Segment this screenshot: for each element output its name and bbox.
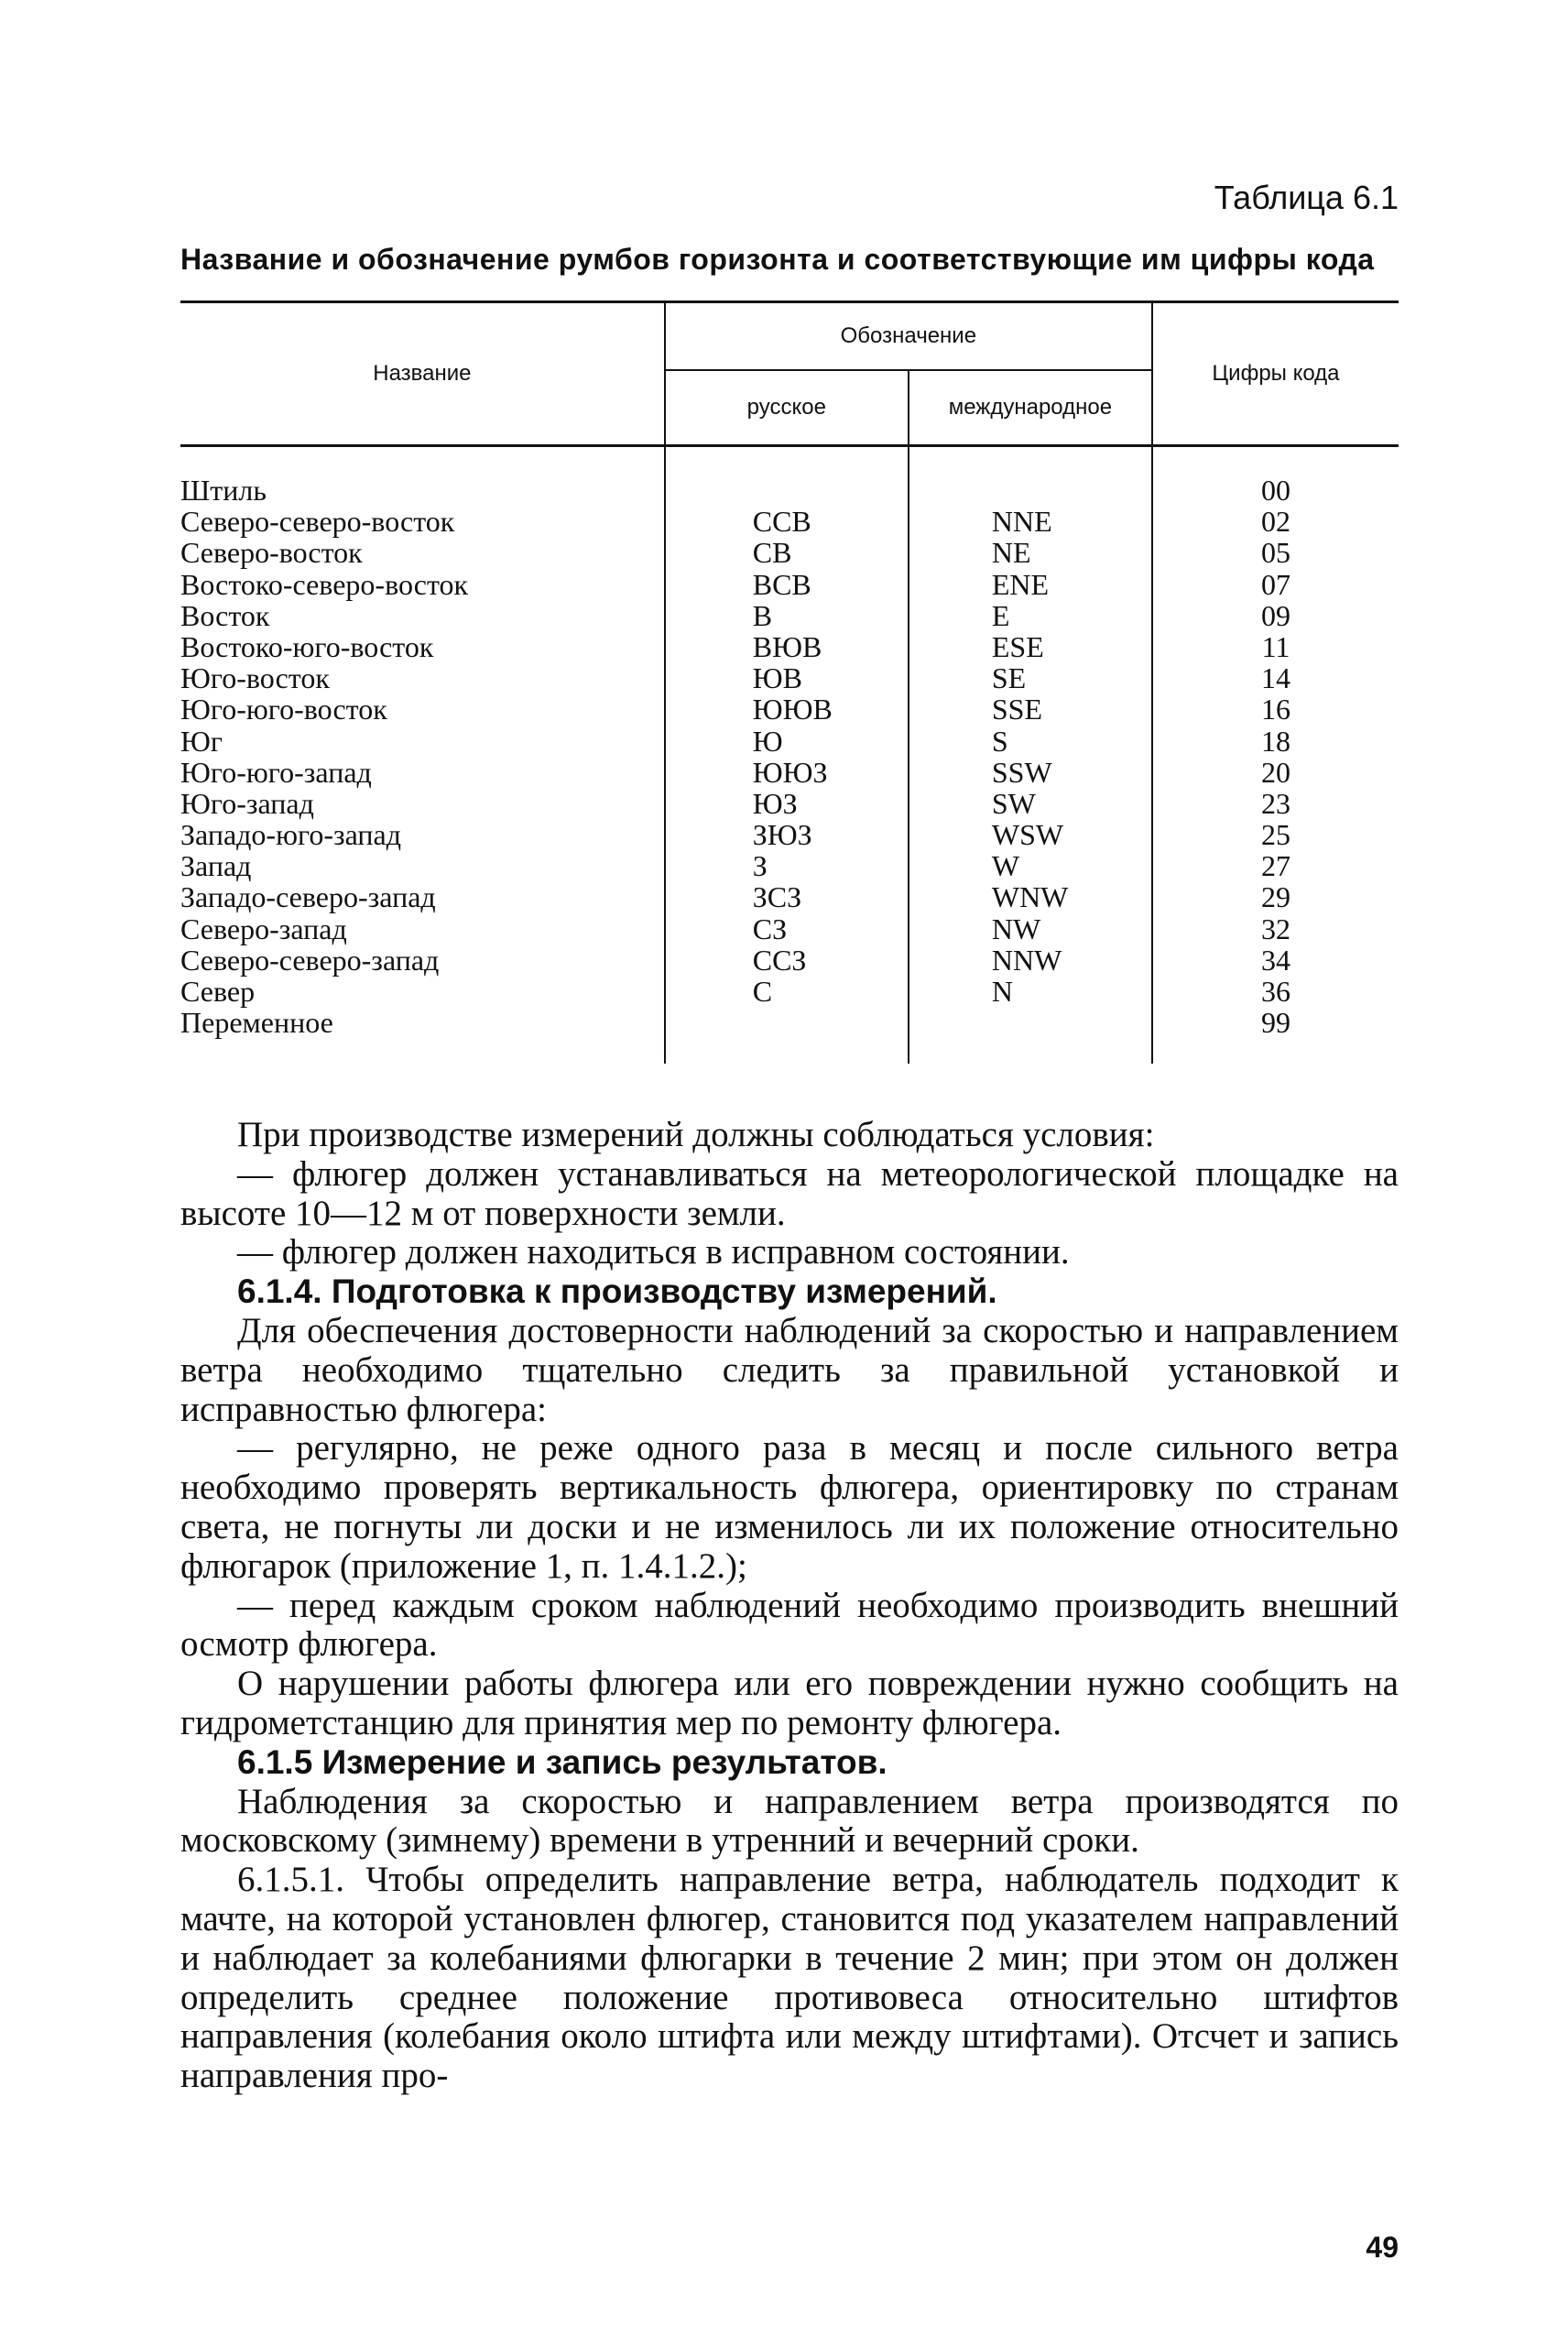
row-name: Запад xyxy=(180,849,252,883)
row-international: ENE xyxy=(991,567,1050,601)
row-name: Северо-северо-запад xyxy=(180,943,440,977)
table-title: Название и обозначение румбов горизонта и соответствующие им цифры кода xyxy=(180,243,1375,276)
row-code: 25 xyxy=(1260,818,1290,852)
row-russian: ЮЮВ xyxy=(752,693,833,726)
section-heading: 6.1.4. Подготовка к производству измерений. xyxy=(237,1272,997,1311)
row-russian: ЮЮЗ xyxy=(752,755,828,789)
row-international: SE xyxy=(991,661,1027,695)
row-name: Северо-восток xyxy=(180,536,363,570)
row-international: E xyxy=(991,598,1010,632)
row-russian xyxy=(753,475,908,506)
row-name: Юго-юго-запад xyxy=(180,755,372,789)
row-code: 07 xyxy=(1260,567,1290,601)
row-code: 18 xyxy=(1260,724,1290,758)
row-international xyxy=(992,475,1151,506)
row-russian: ЗЮЗ xyxy=(752,818,812,852)
row-russian: СВ xyxy=(752,536,792,570)
row-code: 34 xyxy=(1260,943,1290,977)
row-international: NE xyxy=(991,536,1031,570)
row-code: 16 xyxy=(1260,693,1290,726)
row-name: Юго-запад xyxy=(180,786,314,820)
row-code: 36 xyxy=(1260,975,1290,1008)
body-text xyxy=(180,1116,1399,2096)
row-name: Север xyxy=(180,975,256,1008)
row-code: 32 xyxy=(1260,912,1290,945)
row-name: Юг xyxy=(180,724,223,758)
header-russian: русское xyxy=(665,370,909,446)
row-international: WNW xyxy=(991,880,1069,914)
row-russian: ВСВ xyxy=(752,567,811,601)
column-names xyxy=(180,475,665,1064)
header-international: международное xyxy=(909,370,1152,446)
column-international xyxy=(909,475,1152,1064)
row-russian: ССЗ xyxy=(752,943,807,977)
row-international: SSW xyxy=(991,755,1052,789)
row-international: W xyxy=(991,849,1020,883)
row-international: SW xyxy=(991,786,1036,820)
row-russian: ЮВ xyxy=(752,661,802,695)
row-international: N xyxy=(991,975,1013,1008)
paragraph: Наблюдения за скоростью и направлением ветра производятся по московскому (зимнему) времени в утренний и вечерний сроки. xyxy=(180,1781,1399,1861)
row-name: Западо-юго-запад xyxy=(180,818,401,852)
row-international: NNW xyxy=(991,943,1062,977)
row-international: S xyxy=(991,724,1008,758)
row-international xyxy=(992,1007,1151,1038)
row-international: SSE xyxy=(991,693,1042,726)
row-name: Переменное xyxy=(180,1006,333,1040)
row-name: Западо-северо-запад xyxy=(180,880,436,914)
paragraph: При производстве измерений должны соблюдаться условия: xyxy=(237,1115,1155,1154)
paragraph: — флюгер должен устанавливаться на метеорологической площадке на высоте 10—12 м от поверхности земли. xyxy=(180,1153,1399,1233)
row-code: 00 xyxy=(1260,474,1290,507)
page-number: 49 xyxy=(1366,2231,1399,2264)
row-russian: Ю xyxy=(752,724,783,758)
header-designation: Обозначение xyxy=(665,302,1152,371)
row-russian: СЗ xyxy=(752,912,788,945)
row-name: Востоко-юго-восток xyxy=(180,629,434,663)
row-code: 09 xyxy=(1260,598,1290,632)
row-code: 99 xyxy=(1260,1006,1290,1040)
row-russian: В xyxy=(752,598,773,632)
row-name: Юго-восток xyxy=(180,661,330,695)
table-label: Таблица 6.1 xyxy=(1214,179,1399,216)
row-russian: С xyxy=(752,975,773,1008)
paragraph: Для обеспечения достоверности наблюдений за скоростью и направлением ветра необходимо тщательно следить за правильной установкой и исправностью флюгера: xyxy=(180,1310,1399,1429)
rumb-table xyxy=(180,300,1399,1064)
row-international: WSW xyxy=(991,818,1064,852)
table-body-row xyxy=(180,475,1399,1064)
column-russian xyxy=(665,475,909,1064)
row-name: Штиль xyxy=(180,474,267,507)
row-code: 29 xyxy=(1260,880,1290,914)
row-russian: ВЮВ xyxy=(752,629,822,663)
row-name: Востоко-северо-восток xyxy=(180,567,469,601)
row-code: 02 xyxy=(1260,505,1290,539)
row-russian xyxy=(753,1007,908,1038)
row-code: 27 xyxy=(1260,849,1290,883)
paragraph: — перед каждым сроком наблюдений необходимо производить внешний осмотр флюгера. xyxy=(180,1585,1399,1665)
row-name: Юго-юго-восток xyxy=(180,693,387,726)
section-heading: 6.1.5 Измерение и запись результатов. xyxy=(237,1742,887,1781)
row-name: Восток xyxy=(180,598,270,632)
row-code: 05 xyxy=(1260,536,1290,570)
row-international: ESE xyxy=(991,629,1044,663)
row-code: 23 xyxy=(1260,786,1290,820)
header-code: Цифры кода xyxy=(1152,302,1399,446)
row-international: NW xyxy=(991,912,1041,945)
paragraph: 6.1.5.1. Чтобы определить направление ветра, наблюдатель подходит к мачте, на которой установлен флюгер, становится под указателем направлений и наблюдает за колебаниями флюгарки в течение 2 мин; при этом он должен определить среднее положение противовеса относительно штифтов направления (колебания около штифта или между штифтами). Отсчет и запись направления про- xyxy=(180,1860,1399,2096)
row-code: 14 xyxy=(1260,661,1290,695)
paragraph: О нарушении работы флюгера или его повреждении нужно сообщить на гидрометстанцию для принятия мер по ремонту флюгера. xyxy=(180,1664,1399,1742)
row-code: 20 xyxy=(1260,755,1290,789)
paragraph: — регулярно, не реже одного раза в месяц и после сильного ветра необходимо проверять вертикальность флюгера, ориентировку по странам света, не погнуты ли доски и не изменилось ли их положение относительно флюгарок (приложение 1, п. 1.4.1.2.); xyxy=(180,1428,1399,1586)
row-code: 11 xyxy=(1261,629,1290,663)
row-russian: ССВ xyxy=(752,505,811,539)
paragraph: — флюгер должен находиться в исправном состоянии. xyxy=(237,1232,1070,1272)
row-name: Северо-северо-восток xyxy=(180,505,455,539)
row-international: NNE xyxy=(991,505,1052,539)
column-code xyxy=(1152,475,1399,1064)
header-name: Название xyxy=(180,302,665,446)
row-russian: ЗСЗ xyxy=(752,880,802,914)
row-russian: З xyxy=(752,849,768,883)
row-name: Северо-запад xyxy=(180,912,347,945)
row-russian: ЮЗ xyxy=(752,786,798,820)
